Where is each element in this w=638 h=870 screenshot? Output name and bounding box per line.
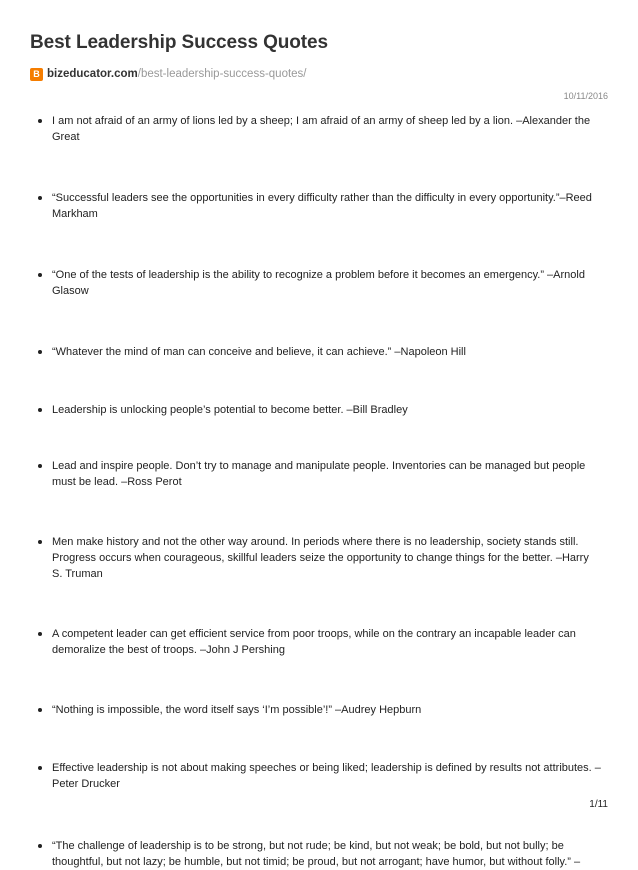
- bullet-icon: [38, 632, 42, 636]
- bullet-icon: [38, 119, 42, 123]
- page-title: Best Leadership Success Quotes: [30, 32, 328, 53]
- bullet-icon: [38, 408, 42, 412]
- bullet-icon: [38, 464, 42, 468]
- quote-text: “Successful leaders see the opportunities in every difficulty rather than the difficulty in every opportunity.”–Reed Markham: [52, 192, 592, 220]
- quote-item: [30, 838, 602, 870]
- bullet-icon: [38, 273, 42, 277]
- bullet-icon: [38, 766, 42, 770]
- quote-text: “Nothing is impossible, the word itself says ‘I’m possible’!” –Audrey Hepburn: [52, 704, 422, 716]
- quote-item: [30, 344, 602, 360]
- quote-item: [30, 702, 602, 718]
- quote-text: Leadership is unlocking people’s potential to become better. –Bill Bradley: [52, 404, 408, 416]
- bullet-icon: [38, 540, 42, 544]
- quote-text: Men make history and not the other way around. In periods where there is no leadership, society stands still. Progress occurs when courageous, skillful leaders seize the opportunity to change things for the better. –Harry S. Truman: [52, 536, 589, 580]
- bullet-icon: [38, 350, 42, 354]
- quote-list: [30, 113, 602, 870]
- page-number: 1/11: [589, 799, 608, 810]
- quote-text: I am not afraid of an army of lions led by a sheep; I am afraid of an army of sheep led by a lion. –Alexander the Great: [52, 115, 591, 143]
- source-domain[interactable]: bizeducator.com: [47, 68, 138, 80]
- source-line: [30, 66, 307, 82]
- date: 10/11/2016: [563, 91, 608, 101]
- quote-item: [30, 760, 602, 792]
- quote-text: A competent leader can get efficient service from poor troops, while on the contrary an incapable leader can demoralize the best of troops. –John J Pershing: [52, 628, 576, 656]
- quote-item: [30, 190, 602, 222]
- blogger-icon: B: [30, 68, 43, 81]
- quote-item: [30, 534, 602, 582]
- source-path[interactable]: /best-leadership-success-quotes/: [137, 68, 307, 80]
- quote-item: [30, 113, 602, 145]
- quote-text: “One of the tests of leadership is the ability to recognize a problem before it becomes an emergency.” –Arnold Glasow: [52, 269, 585, 297]
- bullet-icon: [38, 196, 42, 200]
- quote-item: [30, 458, 602, 490]
- quote-item: [30, 626, 602, 658]
- quote-text: “The challenge of leadership is to be strong, but not rude; be kind, but not weak; be bold, but not bully; be thoughtful, but not lazy; be humble, but not timid; be proud, but not arrogant; have humor, but without folly.” –: [52, 840, 581, 868]
- quote-item: [30, 267, 602, 299]
- quote-item: [30, 402, 602, 418]
- quote-text: “Whatever the mind of man can conceive and believe, it can achieve.” –Napoleon Hill: [52, 346, 466, 358]
- bullet-icon: [38, 708, 42, 712]
- quote-text: Lead and inspire people. Don’t try to manage and manipulate people. Inventories can be managed but people must be lead. –Ross Perot: [52, 460, 586, 488]
- quote-text: Effective leadership is not about making speeches or being liked; leadership is defined by results not attributes. –Peter Drucker: [52, 762, 601, 790]
- bullet-icon: [38, 844, 42, 848]
